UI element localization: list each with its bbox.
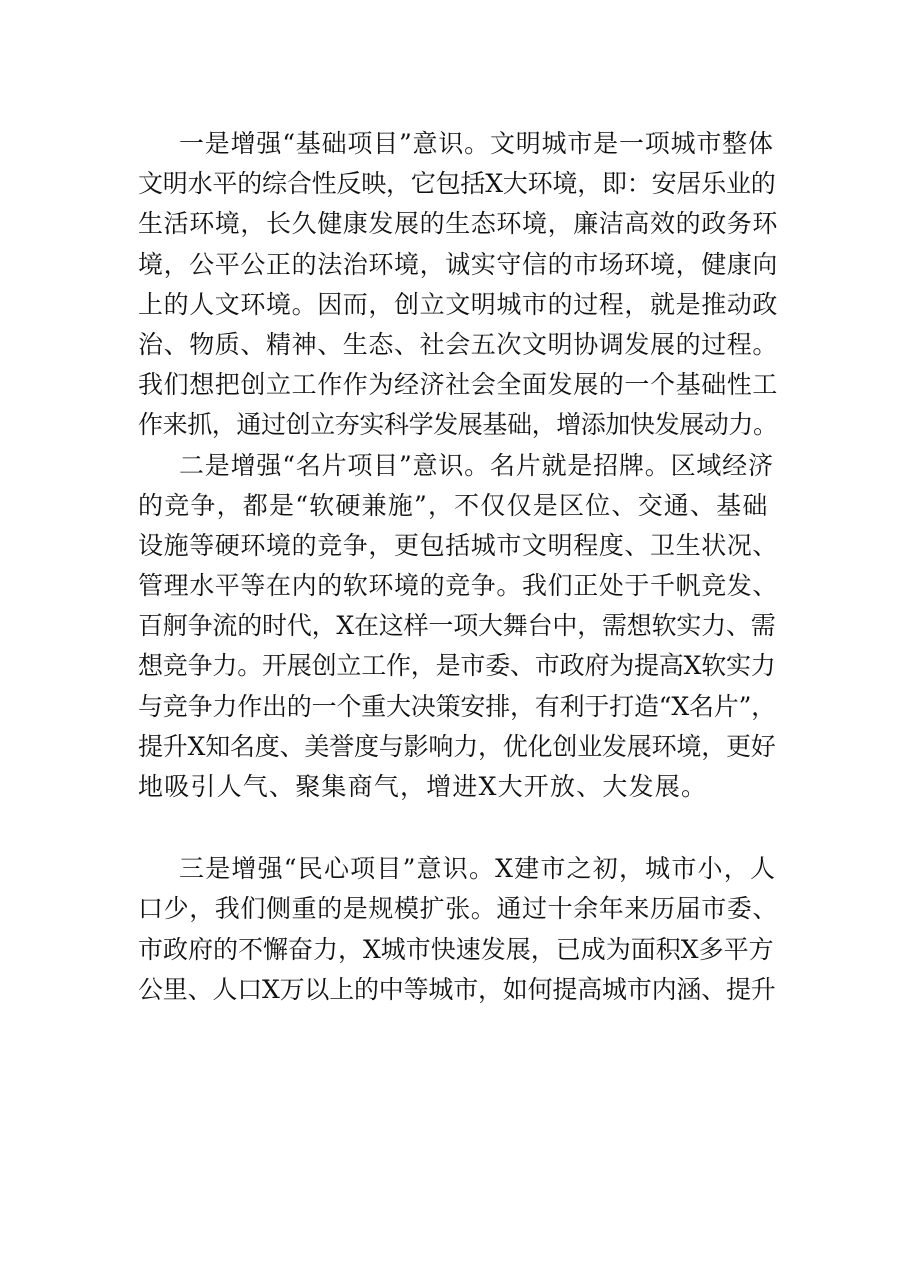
text-line: 口少，我们侧重的是规模扩张。通过十余年来历届市委、 [138,894,779,924]
text-line: 提升X知名度、美誉度与影响力，优化创业发展环境，更好 [138,731,776,761]
text-line: 境，公平公正的法治环境，诚实守信的市场环境，健康向 [138,249,779,279]
text-line: 文明水平的综合性反映，它包括X大环境，即：安居乐业的 [138,169,776,199]
text-line: 地吸引人气、聚集商气，增进X大开放、大发展。 [138,772,708,801]
text-line: 市政府的不懈奋力，X城市快速发展，已成为面积X多平方 [138,934,774,964]
text-line: 想竞争力。开展创立工作，是市委、市政府为提高X软实力 [138,651,776,681]
text-line: 我们想把创立工作作为经济社会全面发展的一个基础性工 [138,370,779,400]
text-line: 百舸争流的时代，X在这样一项大舞台中，需想软实力、需 [138,611,776,641]
text-line: 二是增强“名片项目”意识。名片就是招牌。区域经济 [179,450,774,480]
paragraph-3 [138,849,778,1010]
paragraph-1 [138,124,778,446]
text-line: 的竞争，都是“软硬兼施”，不仅仅是区位、交通、基础 [138,490,769,520]
text-line: 治、物质、精神、生态、社会五次文明协调发展的过程。 [138,329,779,359]
text-line: 一是增强“基础项目”意识。文明城市是一项城市整体 [179,129,774,158]
paragraph-2 [138,446,778,808]
text-line: 生活环境，长久健康发展的生态环境，廉洁高效的政务环 [138,209,779,239]
text-line: 作来抓，通过创立夯实科学发展基础，增添加快发展动力。 [138,410,778,440]
text-line: 管理水平等在内的软环境的竞争。我们正处于千帆竞发、 [138,571,779,601]
document-body [138,124,778,1010]
text-line: 与竞争力作出的一个重大决策安排，有利于打造“X名片”， [138,691,776,721]
text-line: 三是增强“民心项目”意识。X建市之初，城市小，人 [179,854,777,884]
paragraph-spacer [138,807,778,849]
text-line: 设施等硬环境的竞争，更包括城市文明程度、卫生状况、 [138,530,779,560]
text-line: 上的人文环境。因而，创立文明城市的过程，就是推动政 [138,289,779,319]
text-line: 公里、人口X万以上的中等城市，如何提高城市内涵、提升 [138,974,776,1004]
